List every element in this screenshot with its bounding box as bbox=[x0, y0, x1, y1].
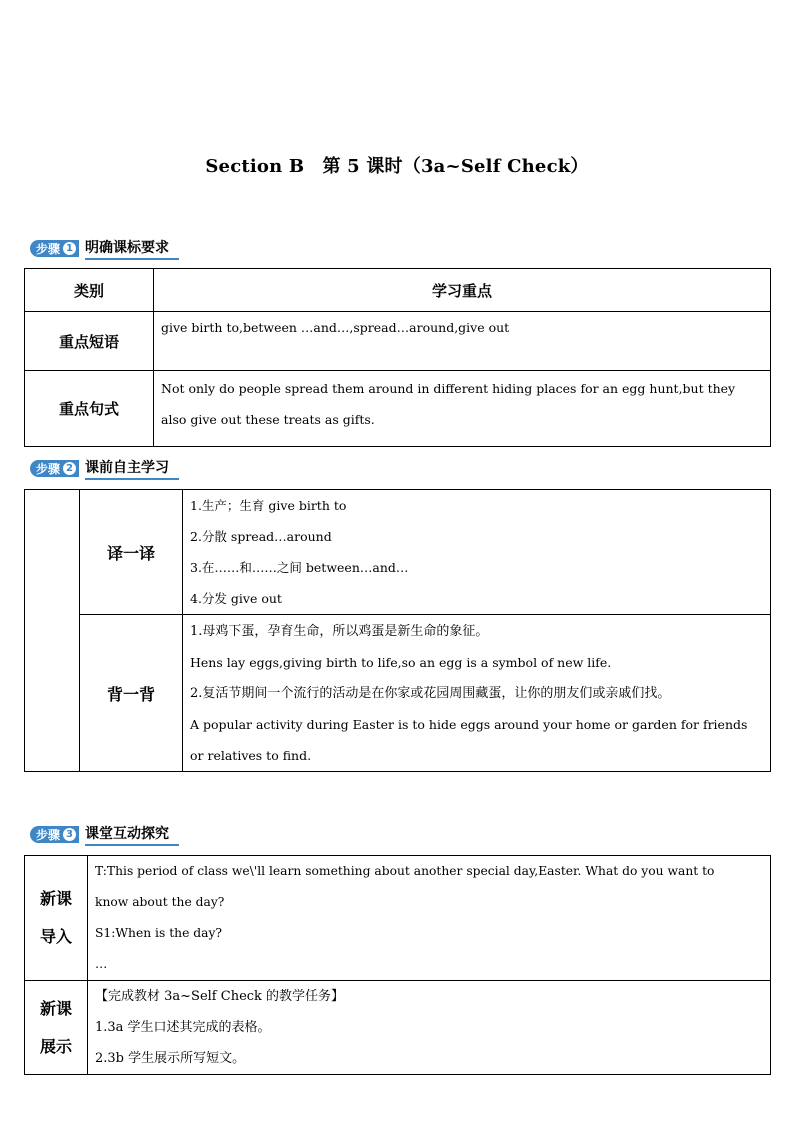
step-title: 明确课标要求 bbox=[85, 237, 179, 260]
row-label-recite: 背一背 bbox=[80, 615, 183, 772]
presentation-cell: 【完成教材 3a~Self Check 的教学任务】 1.3a 学生口述其完成的表格。 2.3b 学生展示所写短文。 bbox=[88, 981, 771, 1075]
page-title: Section B 第 5 课时（3a~Self Check） bbox=[205, 156, 589, 177]
introduction-cell: T:This period of class we\'ll learn something about another special day,Easter. What do you want to know about the day? S1:When is the day? … bbox=[88, 856, 771, 981]
row-label-introduction: 新课 导入 bbox=[25, 856, 88, 981]
step-title: 课堂互动探究 bbox=[85, 823, 179, 846]
row-label-translate: 译一译 bbox=[80, 490, 183, 615]
step-2-heading bbox=[30, 457, 179, 479]
step-3-heading bbox=[30, 823, 179, 845]
recite-cell: 1.母鸡下蛋，孕育生命，所以鸡蛋是新生命的象征。 Hens lay eggs,giving birth to life,so an egg is a symbol of new life. 2.复活节期间一个流行的活动是在你家或花园周围藏蛋，让你的朋友们或亲戚们找。 A popular activity during Easter is to hide eggs around your home or garden for friends or relatives to find. bbox=[183, 615, 771, 772]
translate-cell: 1.生产；生育 give birth to 2.分散 spread…around 3.在……和……之间 between…and… 4.分发 give out bbox=[183, 490, 771, 615]
step-1-heading bbox=[30, 237, 179, 259]
step-badge: 步骤 1 bbox=[30, 240, 79, 257]
table-header-category: 类别 bbox=[25, 269, 154, 312]
preview-study-table bbox=[24, 489, 771, 772]
row-label-presentation: 新课 展示 bbox=[25, 981, 88, 1075]
row-label-sentences: 重点句式 bbox=[25, 371, 154, 447]
blank-side-cell bbox=[25, 490, 80, 772]
phrases-cell: give birth to,between …and…,spread…around,give out bbox=[154, 312, 771, 371]
classroom-interaction-table bbox=[24, 855, 771, 1075]
row-label-phrases: 重点短语 bbox=[25, 312, 154, 371]
sentences-cell: Not only do people spread them around in different hiding places for an egg hunt,but they also give out these treats as gifts. bbox=[154, 371, 771, 447]
step-title: 课前自主学习 bbox=[85, 457, 179, 480]
curriculum-requirements-table bbox=[24, 268, 771, 447]
step-badge: 步骤 2 bbox=[30, 460, 79, 477]
step-badge: 步骤 3 bbox=[30, 826, 79, 843]
table-header-focus: 学习重点 bbox=[154, 269, 771, 312]
